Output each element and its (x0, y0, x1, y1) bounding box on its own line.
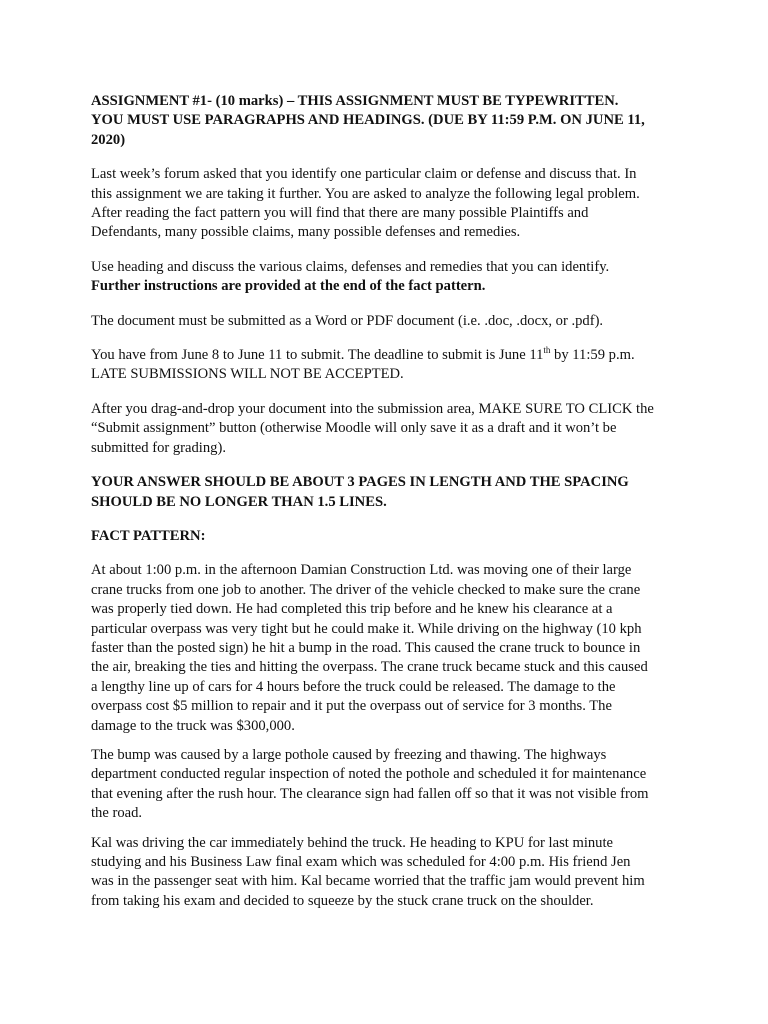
paragraph-line: damage to the truck was $300,000. (91, 717, 295, 734)
paragraph-line: YOUR ANSWER SHOULD BE ABOUT 3 PAGES IN LENGTH AND THE SPACING (91, 474, 629, 491)
fact-paragraph-2 (91, 746, 681, 824)
paragraph-line: this assignment we are taking it further. You are asked to analyze the following legal problem. (91, 185, 640, 202)
deadline-text: You have from June 8 to June 11 to submit. The deadline to submit is June 11 (91, 347, 544, 364)
submission-paragraph (91, 400, 681, 458)
paragraph-line: “Submit assignment” button (otherwise Moodle will only save it as a draft and it won’t be (91, 420, 617, 437)
ordinal-suffix: th (543, 345, 551, 356)
assignment-heading (91, 92, 681, 150)
paragraph-line: SHOULD BE NO LONGER THAN 1.5 LINES. (91, 493, 387, 510)
paragraph-line: The bump was caused by a large pothole caused by freezing and thawing. The highways (91, 746, 607, 763)
paragraph-line: was properly tied down. He had completed this trip before and he knew his clearance at a (91, 601, 613, 618)
fact-pattern-heading: FACT PATTERN: (91, 527, 206, 544)
paragraph-line: submitted for grading). (91, 439, 226, 456)
paragraph-line: The document must be submitted as a Word or PDF document (i.e. .doc, .docx, or .pdf). (91, 312, 604, 329)
paragraph-line: Use heading and discuss the various claims, defenses and remedies that you can identify. (91, 258, 610, 275)
deadline-paragraph (91, 346, 681, 385)
paragraph-line: from taking his exam and decided to squeeze by the stuck crane truck on the shoulder. (91, 892, 594, 909)
format-paragraph (91, 312, 681, 331)
deadline-time: by 11:59 p.m. (550, 347, 635, 364)
late-submission-warning: LATE SUBMISSIONS WILL NOT BE ACCEPTED. (91, 366, 404, 383)
paragraph-line: After you drag-and-drop your document into the submission area, MAKE SURE TO CLICK the (91, 400, 654, 417)
fact-paragraph-3 (91, 834, 681, 912)
paragraph-line: department conducted regular inspection of noted the pothole and scheduled it for maintenance (91, 766, 647, 783)
further-instructions-note: Further instructions are provided at the end of the fact pattern. (91, 278, 486, 295)
intro-paragraph (91, 165, 681, 243)
heading-line: 2020) (91, 131, 126, 148)
paragraph-line: Kal was driving the car immediately behind the truck. He heading to KPU for last minute (91, 834, 613, 851)
paragraph-line: faster than the posted sign) he hit a bump in the road. This caused the crane truck to bounce in (91, 639, 641, 656)
instructions-paragraph (91, 258, 681, 297)
paragraph-line: a lengthy line up of cars for 4 hours before the truck could be released. The damage to the (91, 678, 616, 695)
paragraph-line: studying and his Business Law final exam which was scheduled for 4:00 p.m. His friend Jen (91, 854, 631, 870)
paragraph-line: that evening after the rush hour. The clearance sign had fallen off so that it was not visible from (91, 785, 649, 802)
heading-line: YOU MUST USE PARAGRAPHS AND HEADINGS. (DUE BY 11:59 P.M. ON JUNE 11, (91, 112, 645, 129)
paragraph-line: Last week’s forum asked that you identify one particular claim or defense and discuss that. In (91, 166, 637, 183)
paragraph-line: was in the passenger seat with him. Kal became worried that the traffic jam would prevent him (91, 873, 645, 890)
paragraph-line: Defendants, many possible claims, many possible defenses and remedies. (91, 224, 521, 241)
fact-paragraph-1 (91, 561, 681, 736)
paragraph-line: particular overpass was very tight but he could make it. While driving on the highway (10 kph (91, 620, 642, 637)
document-body (91, 92, 681, 911)
paragraph-line (91, 346, 681, 365)
paragraph-line: overpass cost $5 million to repair and it put the overpass out of service for 3 months. The (91, 698, 612, 715)
paragraph-line: After reading the fact pattern you will find that there are many possible Plaintiffs and (91, 205, 589, 222)
paragraph-line: crane trucks from one job to another. The driver of the vehicle checked to make sure the crane (91, 581, 641, 598)
length-requirement (91, 473, 681, 512)
heading-line: ASSIGNMENT #1- (10 marks) – THIS ASSIGNMENT MUST BE TYPEWRITTEN. (91, 93, 619, 109)
paragraph-line: the air, breaking the ties and hitting the overpass. The crane truck became stuck and this caused (91, 659, 648, 676)
paragraph-line: the road. (91, 805, 143, 822)
paragraph-line: At about 1:00 p.m. in the afternoon Damian Construction Ltd. was moving one of their large (91, 562, 632, 579)
